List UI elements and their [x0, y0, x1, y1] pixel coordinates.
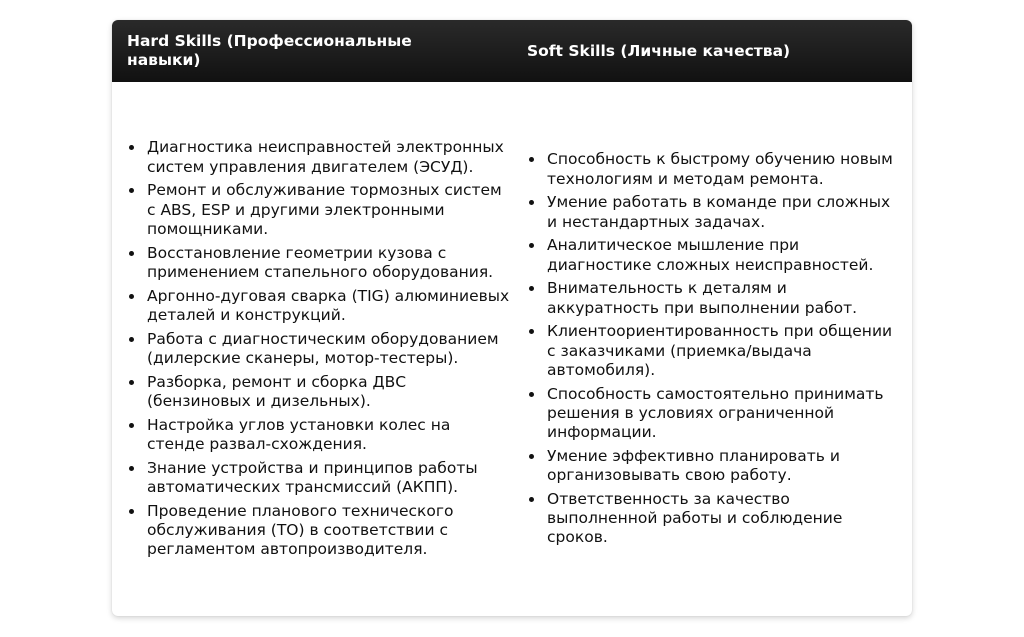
hard-skills-list — [127, 138, 512, 559]
list-item-text: Аргонно-дуговая сварка (TIG) алюминиевых деталей и конструкций. — [147, 286, 510, 325]
bullet-icon — [129, 380, 134, 385]
list-item — [527, 236, 902, 275]
list-item-text: Умение работать в команде при сложных и нестандартных задачах. — [547, 193, 891, 231]
bullet-icon — [129, 294, 134, 299]
hard-skills-column — [127, 82, 512, 616]
list-item-text: Проведение планового технического обслуживания (ТО) в соответствии с регламентом автопроизводителя. — [147, 501, 454, 559]
bullet-icon — [129, 509, 134, 514]
list-item-text: Знание устройства и принципов работы автоматических трансмиссий (АКПП). — [147, 458, 478, 496]
hard-skills-header: Hard Skills (Профессиональные навыки) — [127, 32, 412, 69]
list-item — [127, 244, 512, 283]
list-item — [127, 373, 512, 412]
list-item-text: Ремонт и обслуживание тормозных систем с ABS, ESP и другими электронными помощниками. — [147, 181, 502, 239]
list-item — [127, 138, 512, 177]
skills-table — [112, 20, 912, 616]
list-item-text: Способность самостоятельно принимать решения в условиях ограниченной информации. — [547, 384, 884, 442]
list-item — [127, 416, 512, 455]
bullet-icon — [529, 243, 534, 248]
bullet-icon — [129, 423, 134, 428]
list-item-text: Клиентоориентированность при общении с заказчиками (приемка/выдача автомобиля). — [547, 322, 893, 379]
list-item — [127, 181, 512, 239]
bullet-icon — [529, 392, 534, 397]
list-item-text: Ответственность за качество выполненной работы и соблюдение сроков. — [547, 489, 843, 547]
list-item — [527, 193, 902, 232]
list-item-text: Умение эффективно планировать и организовывать свою работу. — [547, 446, 840, 485]
list-item-text: Разборка, ремонт и сборка ДВС (бензиновых и дизельных). — [147, 372, 407, 410]
bullet-icon — [129, 251, 134, 256]
list-item-text: Работа с диагностическим оборудованием (дилерские сканеры, мотор-тестеры). — [147, 329, 499, 367]
list-item — [527, 490, 902, 548]
list-item — [527, 447, 902, 486]
list-item — [127, 459, 512, 498]
list-item-text: Внимательность к деталям и аккуратность при выполнении работ. — [547, 279, 858, 317]
list-item — [527, 279, 902, 318]
list-item — [127, 330, 512, 369]
bullet-icon — [529, 497, 534, 502]
list-item-text: Аналитическое мышление при диагностике сложных неисправностей. — [547, 236, 874, 274]
table-header — [112, 20, 912, 82]
list-item — [127, 287, 512, 326]
bullet-icon — [129, 145, 134, 150]
list-item — [527, 322, 902, 380]
bullet-icon — [529, 329, 534, 334]
soft-skills-list — [527, 150, 902, 547]
bullet-icon — [529, 157, 534, 162]
list-item — [127, 502, 512, 560]
soft-skills-column — [527, 82, 902, 616]
bullet-icon — [129, 466, 134, 471]
bullet-icon — [529, 286, 534, 291]
list-item — [527, 150, 902, 189]
bullet-icon — [129, 337, 134, 342]
list-item-text: Способность к быстрому обучению новым технологиям и методам ремонта. — [547, 150, 893, 188]
list-item-text: Диагностика неисправностей электронных систем управления двигателем (ЭСУД). — [147, 138, 504, 176]
soft-skills-header: Soft Skills (Личные качества) — [527, 41, 791, 60]
bullet-icon — [529, 200, 534, 205]
bullet-icon — [129, 188, 134, 193]
list-item-text: Восстановление геометрии кузова с применением стапельного оборудования. — [147, 243, 494, 282]
bullet-icon — [529, 454, 534, 459]
list-item — [527, 385, 902, 443]
list-item-text: Настройка углов установки колес на стенде развал-схождения. — [147, 415, 451, 453]
